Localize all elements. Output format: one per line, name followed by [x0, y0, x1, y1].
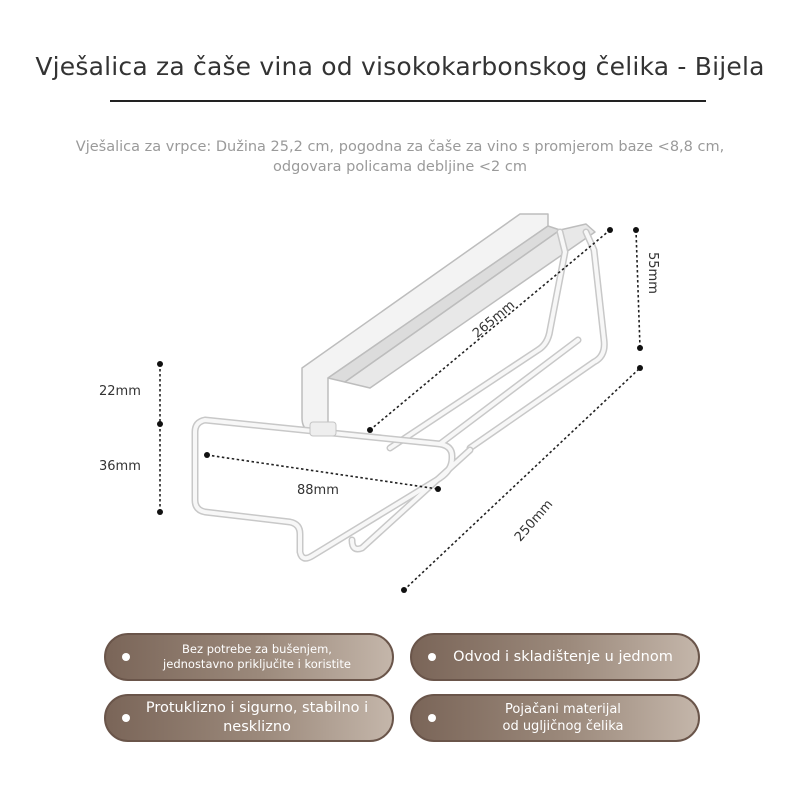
feature-badge-anti-slip	[104, 694, 394, 742]
feature-badge-label: Bez potrebe za bušenjem, jednostavno priključite i koristite	[163, 642, 351, 671]
page-title: Vješalica za čaše vina od visokokarbonskog čelika - Bijela	[35, 52, 765, 81]
bullet-dot-icon	[122, 653, 130, 661]
dimension-lines	[160, 230, 640, 590]
dimension-label-height-bottom: 36mm	[99, 459, 141, 474]
feature-badge-carbon-steel	[410, 694, 700, 742]
dimension-label-top-length: 265mm	[470, 297, 519, 342]
bullet-dot-icon	[428, 714, 436, 722]
feature-badge-no-drilling	[104, 633, 394, 681]
dimension-endpoints	[157, 227, 643, 593]
dimension-label-clip-height: 55mm	[645, 252, 660, 294]
feature-badge-label: Odvod i skladištenje u jednom	[453, 648, 673, 665]
bullet-dot-icon	[122, 714, 130, 722]
dimension-label-bottom-length: 250mm	[512, 497, 557, 545]
feature-badge-drain-storage	[410, 633, 700, 681]
product-description: Vješalica za vrpce: Dužina 25,2 cm, pogodna za čaše za vino s promjerom baze <8,8 cm, odgovara policama debljine <2 cm	[75, 139, 725, 175]
rack-connector	[310, 422, 336, 436]
feature-badge-label: Pojačani materijal od ugljičnog čelika	[502, 702, 624, 734]
bullet-dot-icon	[428, 653, 436, 661]
dimension-label-height-top: 22mm	[99, 384, 141, 399]
dimension-label-width: 88mm	[297, 483, 339, 498]
feature-badge-label: Protuklizno i sigurno, stabilno i nesklizno	[145, 700, 369, 735]
